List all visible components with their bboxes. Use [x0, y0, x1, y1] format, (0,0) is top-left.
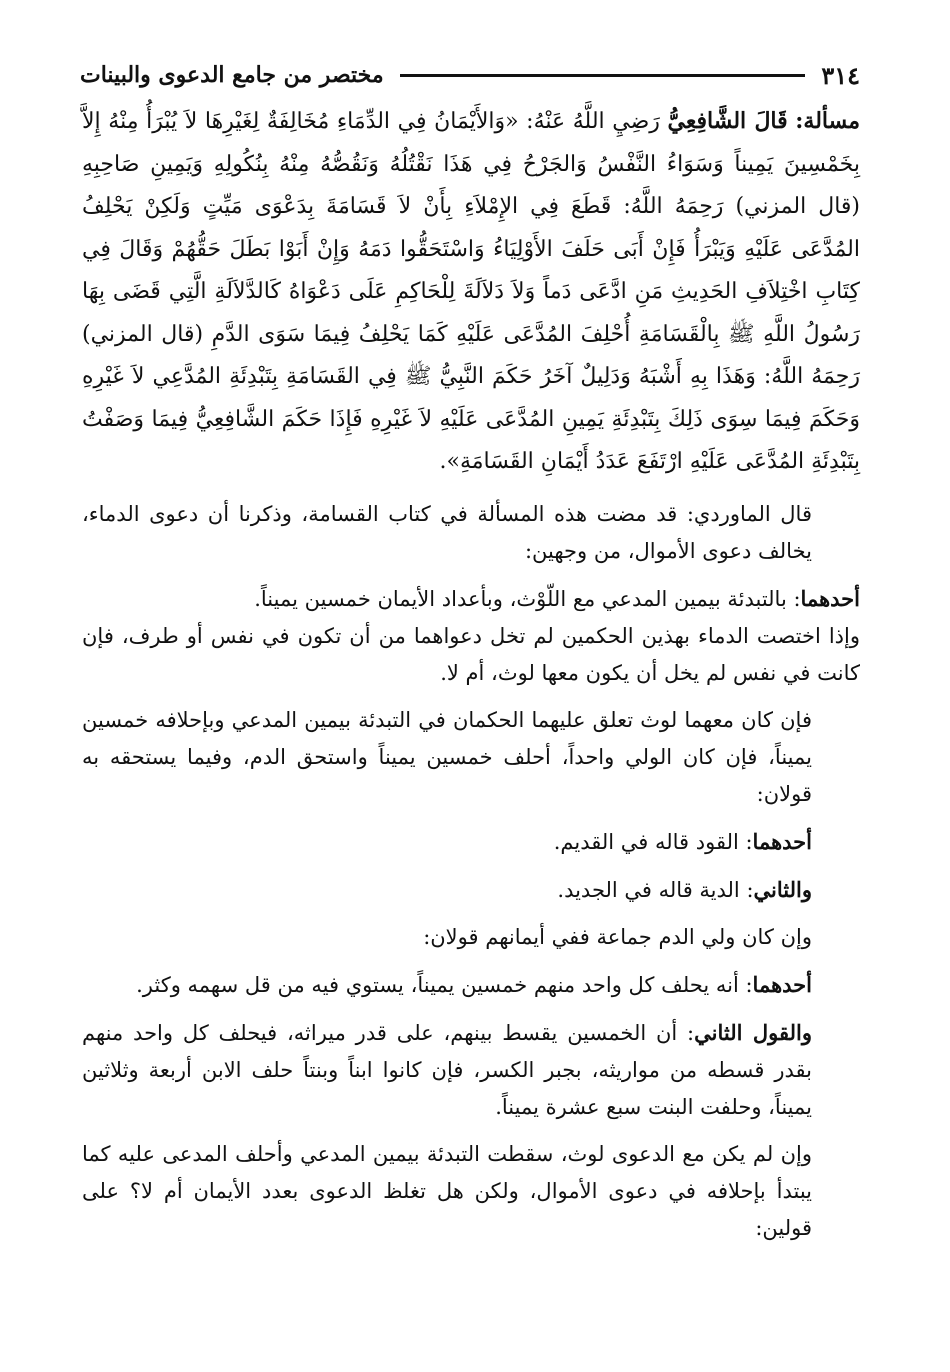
commentary-paragraph: [82, 702, 860, 813]
matn-paragraph: [82, 100, 860, 484]
commentary-paragraph: [82, 966, 860, 1004]
commentary-paragraph: [82, 580, 860, 618]
paragraph-text: : بالتبدئة بيمين المدعي مع اللّوْث، وبأعداد الأيمان خمسين يميناً.: [254, 586, 801, 611]
commentary-paragraph: [82, 919, 860, 956]
paragraph-lead: أحدهما: [752, 971, 812, 997]
commentary-paragraph: [82, 618, 860, 692]
header-rule: [400, 74, 806, 77]
paragraph-text: : القود قاله في القديم.: [553, 829, 753, 854]
commentary-paragraph: [82, 1014, 860, 1126]
matn-text: رَضِيِ اللَّهُ عَنْهُ: «وَالأَيْمَانُ فِي الدِّمَاءِ مُخَالِفَةٌ لِغَيْرِهَا لاَ يُبْرَأُ مِنْهُ إِلاَّ بِخَمْسِينَ يَمِيناً وَسَوَاءُ النَّفْسُ وَالجَرْحُ فِي هَذَا نَقْتُلُهُ وَنَقُصُّهُ مِنْهُ بِنُكُولِهِ وَيَمِينِ صَاحِبِهِ (قال المزني) رَحِمَهُ اللَّهُ: قَطَعَ فِي الإِمْلاَءِ بِأَنْ لاَ قَسَامَةَ بِدَعْوَى مَيِّتٍ وَلَكِنْ يَحْلِفُ المُدَّعَى عَلَيْهِ وَيَبْرَأُ فَإِنْ أَبَى حَلَفَ الأَوْلِيَاءُ وَاسْتَحَقُّوا دَمَهُ وَإِنْ أَبَوْا بَطَلَ حَقُّهُمْ وَقَالَ فِي كِتَابِ اخْتِلاَفِ الحَدِيثِ مَنِ ادَّعَى دَماً وَلاَ دَلاَلَةَ لِلْحَاكِمِ عَلَى دَعْوَاهُ كَالدَّلاَلَةِ الَّتِي قَضَى بِهَا رَسُولُ اللَّهِ ﷺ بِالْقَسَامَةِ أُحْلِفَ المُدَّعَى عَلَيْهِ كَمَا يَحْلِفُ فِيمَا سَوَى الدَّمِ (قال المزني) رَحِمَهُ اللَّهُ: وَهَذَا بِهِ أَشْبَهُ وَدَلِيلٌ آخَرُ حَكَمَ النَّبِيُّ ﷺ فِي القَسَامَةِ بِتَبْدِئَةِ المُدَّعِي لاَ غَيْرِهِ وَحَكَمَ فِيمَا سِوَى ذَلِكَ بِتَبْدِئَةِ يَمِينِ المُدَّعَى عَلَيْهِ لاَ غَيْرِهِ فَإِذَا حَكَمَ الشَّافِعِيُّ فِيمَا وَصَفْتُ بِتَبْدِئَةِ المُدَّعَى عَلَيْهِ ارْتَفَعَ عَدَدُ أَيْمَانِ القَسَامَةِ».: [82, 109, 860, 474]
paragraph-text: : أن الخمسين يقسط بينهم، على قدر ميراثه، فيحلف كل واحد منهم بقدر قسطه من مواريثه، بجبر الكسر، فإن كانوا ابناً وبنتاً حلف الابن أربعة وثلاثين يميناً، وحلفت البنت سبع عشرة يميناً.: [82, 1020, 812, 1119]
commentary-paragraph: [82, 871, 860, 909]
paragraph-lead: أحدهما: [752, 828, 812, 854]
commentary-paragraph: [82, 823, 860, 861]
paragraph-text: وإن لم يكن مع الدعوى لوث، سقطت التبدئة بيمين المدعي وأحلف المدعى عليه كما يبتدأ بإحلافه في دعوى الأموال، ولكن هل تغلظ الدعوى بعدد الأيمان أم لا؟ على قولين:: [82, 1141, 812, 1240]
paragraph-text: : أنه يحلف كل واحد منهم خمسين يميناً، يستوي فيه من قل سهمه وكثر.: [136, 972, 753, 997]
matn-label: مسألة:: [795, 108, 861, 134]
paragraph-lead: أحدهما: [800, 585, 860, 611]
paragraph-lead: والقول الثاني: [694, 1019, 813, 1045]
paragraph-text: وإن كان ولي الدم جماعة ففي أيمانهم قولان:: [423, 924, 812, 949]
commentary-paragraph: [82, 496, 860, 570]
paragraph-text: فإن كان معهما لوث تعلق عليهما الحكمان في التبدئة بيمين المدعي وبإحلافه خمسين يميناً، فإن كان الولي واحداً، أحلف خمسين يميناً واستحق الدم، وفيما يستحقه به قولان:: [82, 707, 812, 806]
page-header: [80, 55, 860, 95]
running-title: مختصر من جامع الدعوى والبينات: [80, 62, 384, 88]
paragraph-text: قال الماوردي: قد مضت هذه المسألة في كتاب القسامة، وذكرنا أن دعوى الدماء، يخالف دعوى الأموال، من وجهين:: [82, 501, 812, 563]
paragraph-lead: والثاني: [753, 876, 812, 902]
page-number: ٣١٤: [821, 60, 860, 90]
page-body: [82, 100, 860, 1257]
matn-imam: قَالَ الشَّافِعِيُّ: [667, 108, 788, 134]
paragraph-text: وإذا اختصت الدماء بهذين الحكمين لم تخل دعواهما من أن تكون في نفس أو طرف، فإن كانت في نفس لم يخل أن يكون معها لوث، أم لا.: [82, 623, 860, 685]
paragraph-text: : الدية قاله في الجديد.: [557, 877, 754, 902]
commentary-paragraph: [82, 1136, 860, 1247]
